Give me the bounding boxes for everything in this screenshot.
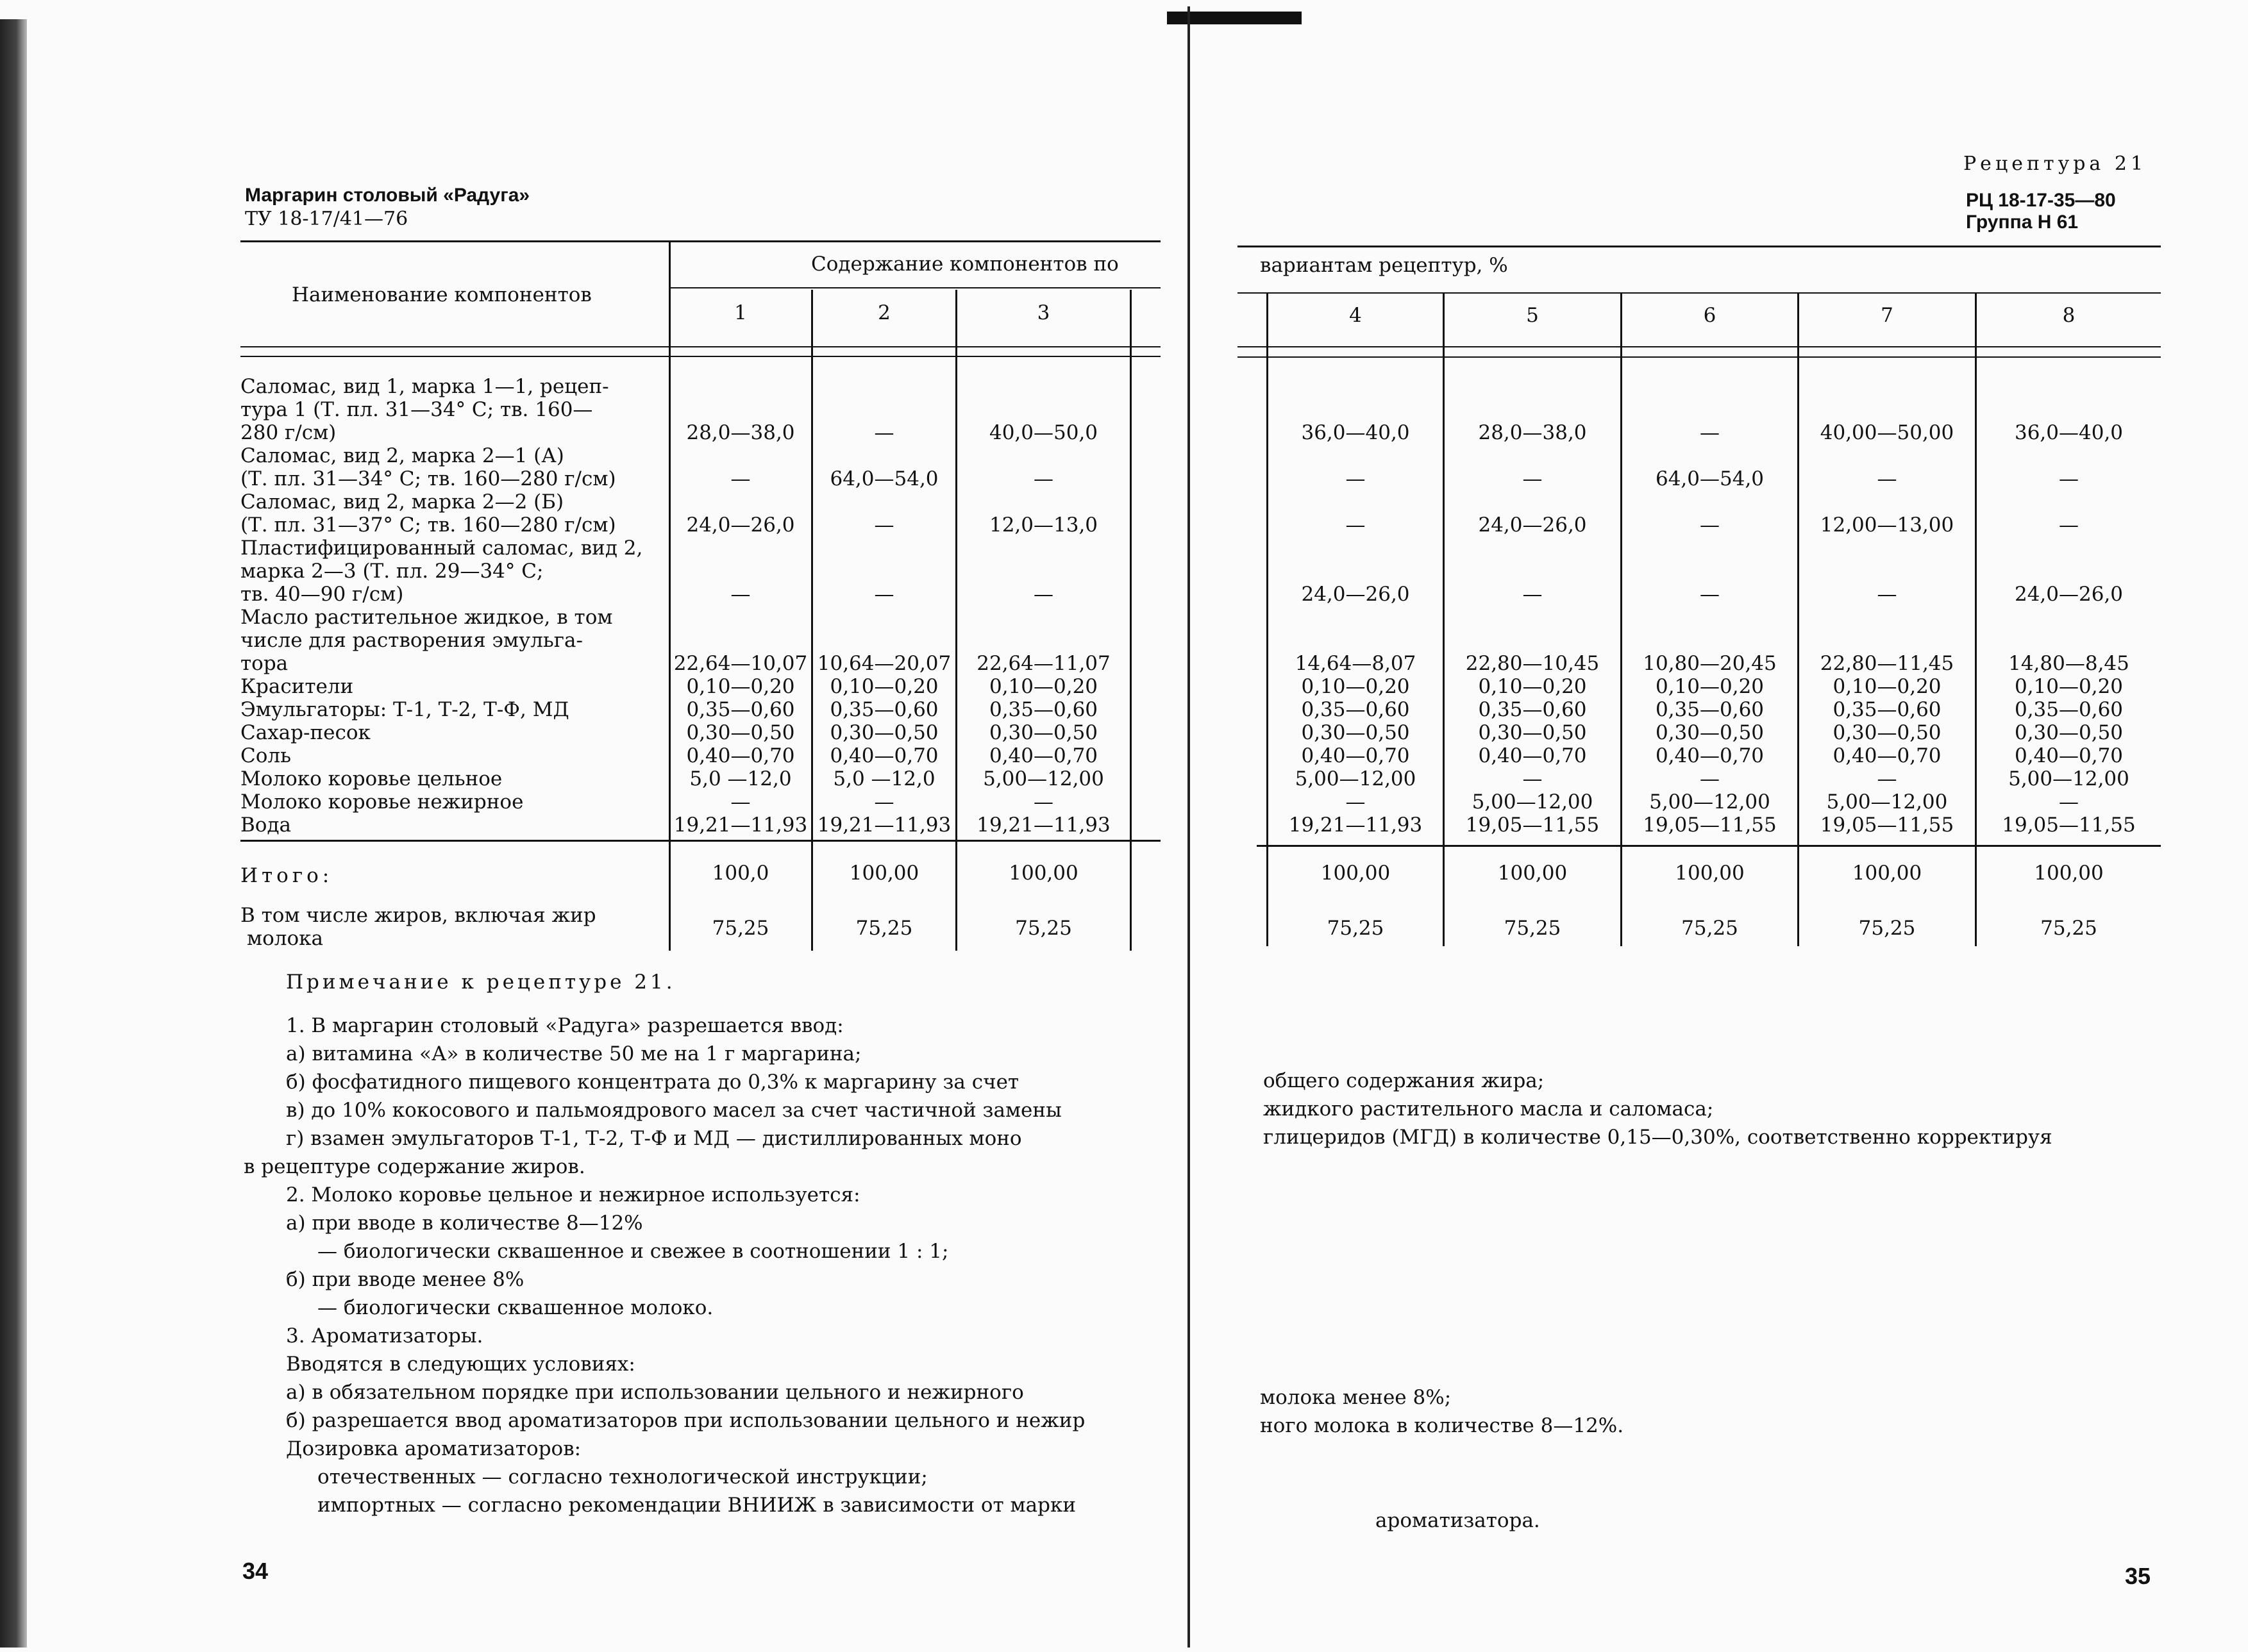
table-cell: 14,80—8,45 <box>2008 652 2129 675</box>
table-cell: 0,40—0,70 <box>2014 744 2124 767</box>
note-line: — биологически сквашенное и свежее в соотношении 1 : 1; <box>317 1240 949 1263</box>
note-line: а) при вводе в количестве 8—12% <box>286 1212 643 1235</box>
table-cell: 5,0 —12,0 <box>689 767 792 790</box>
table-cell: 0,30—0,50 <box>1655 721 1765 744</box>
content-header-left: Содержание компонентов по <box>811 253 1119 276</box>
table-cell: — <box>1522 467 1543 490</box>
notes-right-bottom: ароматизатора. <box>1375 1509 1540 1532</box>
component-name-line: Саломас, вид 2, марка 2—1 (А) <box>240 444 564 467</box>
table-cell: 0,10—0,20 <box>1833 675 1942 698</box>
table-cell: — <box>874 583 894 606</box>
notes-right-middle <box>1260 1383 1901 1440</box>
total-cell: 100,0 <box>712 862 769 885</box>
total-cell: 100,00 <box>2034 862 2104 885</box>
product-spec: ТУ 18-17/41—76 <box>245 208 408 230</box>
table-cell: 40,00—50,00 <box>1820 421 1954 444</box>
table-cell: 22,80—11,45 <box>1820 652 1954 675</box>
table-cell: — <box>1700 421 1720 444</box>
table-cell: 64,0—54,0 <box>1655 467 1765 490</box>
table-cell: — <box>1034 583 1053 606</box>
table-cell: — <box>2059 467 2079 490</box>
total-cell: 100,00 <box>1675 862 1745 885</box>
component-name-line: Молоко коровье цельное <box>240 767 503 790</box>
note-line: 1. В маргарин столовый «Радуга» разрешается ввод: <box>286 1014 844 1037</box>
note-line: Дозировка ароматизаторов: <box>286 1437 582 1460</box>
variant-header-4: 4 <box>1349 304 1362 327</box>
fat-cell: 75,25 <box>1504 917 1561 940</box>
note-line: Вводятся в следующих условиях: <box>286 1353 635 1376</box>
note-line: — биологически сквашенное молоко. <box>317 1296 714 1319</box>
note-line: б) при вводе менее 8% <box>286 1268 524 1291</box>
component-name-line: (Т. пл. 31—34° С; тв. 160—280 г/см) <box>240 467 616 490</box>
table-cell: 24,0—26,0 <box>686 513 795 537</box>
table-cell: 0,40—0,70 <box>1655 744 1765 767</box>
note-line: отечественных — согласно технологической инструкции; <box>317 1465 928 1489</box>
table-cell: 12,00—13,00 <box>1820 513 1954 537</box>
fat-cell: 75,25 <box>1858 917 1916 940</box>
table-cell: — <box>874 790 894 813</box>
table-cell: 19,05—11,55 <box>1465 813 1600 837</box>
component-name-line: Сахар-песок <box>240 721 371 744</box>
table-cell: 0,10—0,20 <box>686 675 795 698</box>
table-cell: 24,0—26,0 <box>2014 583 2124 606</box>
table-cell: 5,00—12,00 <box>2008 767 2129 790</box>
fat-cell: 75,25 <box>1015 917 1072 940</box>
table-cell: 24,0—26,0 <box>1478 513 1587 537</box>
table-cell: 36,0—40,0 <box>1301 421 1410 444</box>
table-cell: 0,10—0,20 <box>989 675 1098 698</box>
table-cell: 0,30—0,50 <box>1833 721 1942 744</box>
variant-header-2: 2 <box>878 301 891 324</box>
table-cell: — <box>1877 767 1897 790</box>
total-cell: 100,00 <box>1497 862 1568 885</box>
table-cell: 5,00—12,00 <box>1295 767 1416 790</box>
table-cell: 0,40—0,70 <box>686 744 795 767</box>
fat-cell: 75,25 <box>855 917 913 940</box>
table-cell: — <box>1345 513 1366 537</box>
component-name-line: тв. 40—90 г/см) <box>240 583 404 606</box>
component-name-line: Масло растительное жидкое, в том <box>240 606 613 629</box>
note-line: 2. Молоко коровье цельное и нежирное используется: <box>286 1183 860 1206</box>
note-line: общего содержания жира; <box>1263 1069 1545 1092</box>
table-cell: 0,40—0,70 <box>989 744 1098 767</box>
component-name-line: Саломас, вид 2, марка 2—2 (Б) <box>240 490 564 513</box>
table-cell: 5,00—12,00 <box>983 767 1104 790</box>
note-line: жидкого растительного масла и саломаса; <box>1263 1097 1714 1121</box>
note-line: б) фосфатидного пищевого концентрата до 0,3% к маргарину за счет <box>286 1071 1019 1094</box>
table-cell: 0,10—0,20 <box>1655 675 1765 698</box>
table-cell: 0,30—0,50 <box>830 721 939 744</box>
table-cell: 0,35—0,60 <box>1655 698 1765 721</box>
note-line: 3. Ароматизаторы. <box>286 1324 483 1347</box>
table-cell: 28,0—38,0 <box>1478 421 1587 444</box>
table-cell: — <box>1522 583 1543 606</box>
table-cell: — <box>1034 790 1053 813</box>
recipe-group: Группа Н 61 <box>1966 212 2079 233</box>
table-cell: — <box>730 467 751 490</box>
recipe-code: РЦ 18-17-35—80 <box>1966 190 2116 211</box>
notes-left-column <box>244 1012 1135 1519</box>
table-cell: 0,35—0,60 <box>989 698 1098 721</box>
note-line: ного молока в количестве 8—12%. <box>1260 1414 1624 1437</box>
table-cell: 0,40—0,70 <box>1478 744 1587 767</box>
total-cell: 100,00 <box>849 862 919 885</box>
table-cell: 64,0—54,0 <box>830 467 939 490</box>
table-cell: — <box>1877 467 1897 490</box>
table-cell: 5,00—12,00 <box>1826 790 1948 813</box>
fat-cell: 75,25 <box>1681 917 1738 940</box>
table-cell: 14,64—8,07 <box>1295 652 1416 675</box>
total-cell: 100,00 <box>1320 862 1391 885</box>
component-name-line: тора <box>240 652 289 675</box>
table-cell: 0,35—0,60 <box>830 698 939 721</box>
component-name-line: тура 1 (Т. пл. 31—34° С; тв. 160— <box>240 398 593 421</box>
table-cell: — <box>1034 467 1053 490</box>
table-cell: 0,10—0,20 <box>830 675 939 698</box>
page-edge-shadow <box>0 19 27 1648</box>
table-cell: 28,0—38,0 <box>686 421 795 444</box>
table-cell: 19,05—11,55 <box>1820 813 1954 837</box>
table-cell: 12,0—13,0 <box>989 513 1098 537</box>
notes-title: Примечание к рецептуре 21. <box>286 971 676 994</box>
content-header-right: вариантам рецептур, % <box>1260 254 1508 277</box>
table-cell: — <box>730 583 751 606</box>
component-name-line: Вода <box>240 813 292 837</box>
page-number-left: 34 <box>242 1558 269 1584</box>
table-cell: 19,21—11,93 <box>977 813 1111 837</box>
table-cell: — <box>730 790 751 813</box>
note-line: г) взамен эмульгаторов Т-1, Т-2, Т-Ф и МД — дистиллированных моно <box>286 1127 1022 1150</box>
total-cell: 100,00 <box>1852 862 1922 885</box>
table-cell: 0,10—0,20 <box>2014 675 2124 698</box>
table-cell: 0,30—0,50 <box>1478 721 1587 744</box>
notes-right-top <box>1263 1067 2161 1151</box>
book-spine <box>1187 6 1190 1648</box>
fat-label: В том числе жиров, включая жир молока <box>240 904 596 950</box>
table-cell: 0,30—0,50 <box>686 721 795 744</box>
variant-header-1: 1 <box>734 301 747 324</box>
note-line: в рецептуре содержание жиров. <box>244 1155 585 1178</box>
table-cell: 24,0—26,0 <box>1301 583 1410 606</box>
table-cell: 0,30—0,50 <box>2014 721 2124 744</box>
table-cell: 22,64—10,07 <box>673 652 808 675</box>
component-name-line: 280 г/см) <box>240 421 337 444</box>
table-cell: 10,64—20,07 <box>817 652 952 675</box>
component-name-line: Пластифицированный саломас, вид 2, <box>240 537 643 560</box>
table-cell: — <box>1877 583 1897 606</box>
variant-header-5: 5 <box>1526 304 1539 327</box>
fat-cell: 75,25 <box>712 917 769 940</box>
table-cell: 40,0—50,0 <box>989 421 1098 444</box>
table-cell: 0,30—0,50 <box>989 721 1098 744</box>
variant-header-8: 8 <box>2062 304 2076 327</box>
fat-cell: 75,25 <box>1327 917 1384 940</box>
table-cell: 0,35—0,60 <box>1833 698 1942 721</box>
table-cell: 19,05—11,55 <box>2002 813 2136 837</box>
note-line: молока менее 8%; <box>1260 1386 1452 1409</box>
note-line: глицеридов (МГД) в количестве 0,15—0,30%, соответственно корректируя <box>1263 1126 2052 1149</box>
table-cell: 19,21—11,93 <box>1288 813 1423 837</box>
table-cell: — <box>1522 767 1543 790</box>
table-cell: 36,0—40,0 <box>2014 421 2124 444</box>
table-cell: 22,80—10,45 <box>1465 652 1600 675</box>
table-cell: 0,10—0,20 <box>1301 675 1410 698</box>
table-cell: 19,21—11,93 <box>673 813 808 837</box>
table-cell: 19,05—11,55 <box>1643 813 1777 837</box>
total-label: Итого: <box>240 864 333 887</box>
table-cell: 0,35—0,60 <box>1478 698 1587 721</box>
table-cell: 0,35—0,60 <box>2014 698 2124 721</box>
recipe-number: Рецептура 21 <box>1963 153 2147 175</box>
table-cell: — <box>1700 583 1720 606</box>
table-cell: — <box>1700 513 1720 537</box>
table-cell: — <box>1345 790 1366 813</box>
note-line: в) до 10% кокосового и пальмоядрового масел за счет частичной замены <box>286 1099 1062 1122</box>
product-title: Маргарин столовый «Радуга» <box>245 185 530 206</box>
table-cell: 0,40—0,70 <box>1833 744 1942 767</box>
table-cell: 10,80—20,45 <box>1643 652 1777 675</box>
table-cell: 0,40—0,70 <box>1301 744 1410 767</box>
note-line: б) разрешается ввод ароматизаторов при использовании цельного и нежир <box>286 1409 1086 1432</box>
table-cell: 0,40—0,70 <box>830 744 939 767</box>
table-cell: 5,0 —12,0 <box>833 767 935 790</box>
component-name-line: Эмульгаторы: Т-1, Т-2, Т-Ф, МД <box>240 698 569 721</box>
note-line: а) витамина «А» в количестве 50 ме на 1 г маргарина; <box>286 1042 862 1065</box>
table-cell: — <box>874 513 894 537</box>
variant-header-7: 7 <box>1881 304 1893 327</box>
table-cell: — <box>1345 467 1366 490</box>
note-line: импортных — согласно рекомендации ВНИИЖ в зависимости от марки <box>317 1494 1076 1517</box>
fat-cell: 75,25 <box>2040 917 2097 940</box>
table-cell: 0,10—0,20 <box>1478 675 1587 698</box>
table-cell: 5,00—12,00 <box>1649 790 1770 813</box>
component-name-line: Красители <box>240 675 354 698</box>
name-column-header: Наименование компонентов <box>292 283 592 306</box>
table-cell: — <box>1700 767 1720 790</box>
table-cell: 5,00—12,00 <box>1472 790 1593 813</box>
page-number-right: 35 <box>2125 1563 2151 1589</box>
table-cell: — <box>874 421 894 444</box>
component-name-line: (Т. пл. 31—37° С; тв. 160—280 г/см) <box>240 513 616 537</box>
variant-header-6: 6 <box>1703 304 1716 327</box>
table-cell: 0,30—0,50 <box>1301 721 1410 744</box>
component-name-line: числе для растворения эмульга- <box>240 629 583 652</box>
note-line: а) в обязательном порядке при использовании цельного и нежирного <box>286 1381 1024 1404</box>
component-name-line: марка 2—3 (Т. пл. 29—34° С; <box>240 560 544 583</box>
variant-header-3: 3 <box>1037 301 1050 324</box>
table-cell: 22,64—11,07 <box>977 652 1111 675</box>
table-cell: 19,21—11,93 <box>817 813 952 837</box>
component-name-line: Саломас, вид 1, марка 1—1, рецеп- <box>240 375 609 398</box>
table-cell: 0,35—0,60 <box>686 698 795 721</box>
component-name-line: Молоко коровье нежирное <box>240 790 524 813</box>
component-name-line: Соль <box>240 744 291 767</box>
table-cell: 0,35—0,60 <box>1301 698 1410 721</box>
total-cell: 100,00 <box>1009 862 1078 885</box>
table-cell: — <box>2059 790 2079 813</box>
table-cell: — <box>2059 513 2079 537</box>
